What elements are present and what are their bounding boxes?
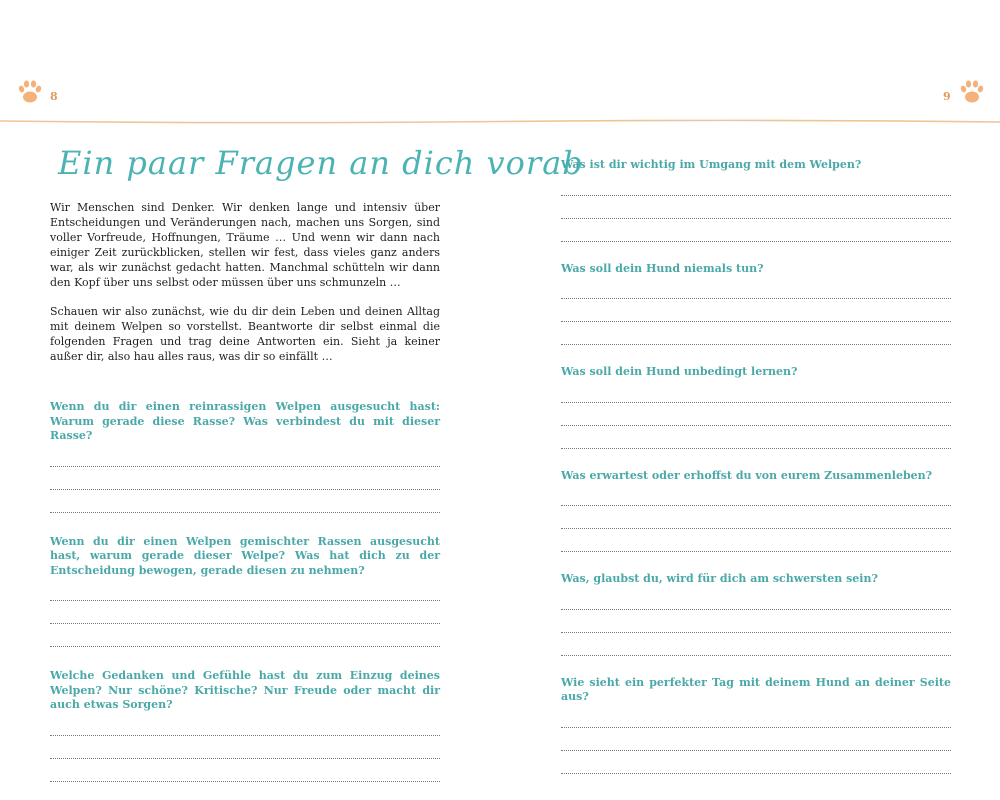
- question-text: Wenn du dir einen Welpen gemischter Rassen ausgesucht hast, warum gerade dieser Welpe? Was hat dich zu der Entscheidung bewogen, gerade diesen zu nehmen?: [50, 534, 440, 577]
- answer-line[interactable]: [561, 610, 951, 633]
- answer-line[interactable]: [561, 426, 951, 449]
- answer-line[interactable]: [561, 173, 951, 196]
- answer-line[interactable]: [50, 736, 440, 759]
- header-rule: [0, 118, 1000, 126]
- answer-line[interactable]: [561, 299, 951, 322]
- answer-line[interactable]: [50, 624, 440, 647]
- answer-line[interactable]: [561, 276, 951, 299]
- question-text: Wenn du dir einen reinrassigen Welpen ausgesucht hast: Warum gerade diese Rasse? Was verbindest du mit dieser Rasse?: [50, 400, 440, 442]
- paw-icon-right: [958, 78, 986, 106]
- answer-line[interactable]: [561, 219, 951, 242]
- page-number-left: 8: [50, 90, 58, 103]
- answer-line[interactable]: [50, 713, 440, 736]
- answer-line[interactable]: [50, 444, 440, 467]
- answer-line[interactable]: [561, 506, 951, 529]
- answer-line[interactable]: [561, 633, 951, 656]
- answer-line[interactable]: [50, 601, 440, 624]
- question-text: Was soll dein Hund unbedingt lernen?: [561, 365, 798, 378]
- question-block-6: [561, 365, 951, 449]
- answer-line[interactable]: [561, 529, 951, 552]
- question-text: Was ist dir wichtig im Umgang mit dem Welpen?: [561, 158, 862, 171]
- answer-line[interactable]: [50, 490, 440, 513]
- paw-icon-left: [16, 78, 44, 106]
- answer-line[interactable]: [561, 483, 951, 506]
- answer-line[interactable]: [50, 578, 440, 601]
- question-text: Was soll dein Hund niemals tun?: [561, 261, 764, 275]
- left-page: [50, 140, 584, 782]
- answer-line[interactable]: [561, 705, 951, 728]
- page-number-right: 9: [943, 90, 951, 103]
- intro-text: [50, 200, 440, 364]
- right-page: [561, 158, 951, 774]
- question-block-2: [50, 535, 440, 648]
- page-title: Ein paar Fragen an dich vorab: [58, 144, 584, 182]
- question-text: Was, glaubst du, wird für dich am schwersten sein?: [561, 572, 878, 585]
- question-text: Was erwartest oder erhoffst du von eurem Zusammenleben?: [561, 468, 933, 482]
- answer-line[interactable]: [561, 751, 951, 774]
- question-block-7: [561, 469, 951, 553]
- question-block-3: [50, 669, 440, 782]
- question-block-1: [50, 400, 440, 513]
- paw-icon: [958, 78, 986, 106]
- answer-line[interactable]: [561, 728, 951, 751]
- answer-line[interactable]: [561, 196, 951, 219]
- question-text: Welche Gedanken und Gefühle hast du zum Einzug deines Welpen? Nur schöne? Kritische? Nur Freude oder macht dir auch etwas Sorgen?: [50, 669, 440, 711]
- answer-line[interactable]: [50, 467, 440, 490]
- intro-paragraph-1: Wir Menschen sind Denker. Wir denken lange und intensiv über Entscheidungen und Veränderungen nach, machen uns Sorgen, sind voller Vorfreude, Hoffnungen, Träume … Und wenn wir dann nach einiger Zeit zurückblicken, stellen wir fest, dass vieles ganz anders war, als wir zunächst gedacht hatten. Manchmal schütteln wir dann den Kopf über uns selbst oder müssen über uns schmunzeln …: [50, 201, 440, 289]
- answer-line[interactable]: [561, 403, 951, 426]
- paw-icon: [16, 78, 44, 106]
- question-block-8: [561, 572, 951, 656]
- answer-line[interactable]: [561, 322, 951, 345]
- answer-line[interactable]: [561, 380, 951, 403]
- question-block-9: [561, 676, 951, 774]
- answer-line[interactable]: [50, 759, 440, 782]
- question-block-4: [561, 158, 951, 242]
- question-block-5: [561, 262, 951, 346]
- question-text: Wie sieht ein perfekter Tag mit deinem Hund an deiner Seite aus?: [561, 675, 951, 703]
- answer-line[interactable]: [561, 587, 951, 610]
- intro-paragraph-2: Schauen wir also zunächst, wie du dir dein Leben und deinen Alltag mit deinem Welpen so vorstellst. Beantworte dir selbst einmal die folgenden Fragen und trag deine Antworten ein. Sieht ja keiner außer dir, also hau alles raus, was dir so einfällt …: [50, 305, 440, 363]
